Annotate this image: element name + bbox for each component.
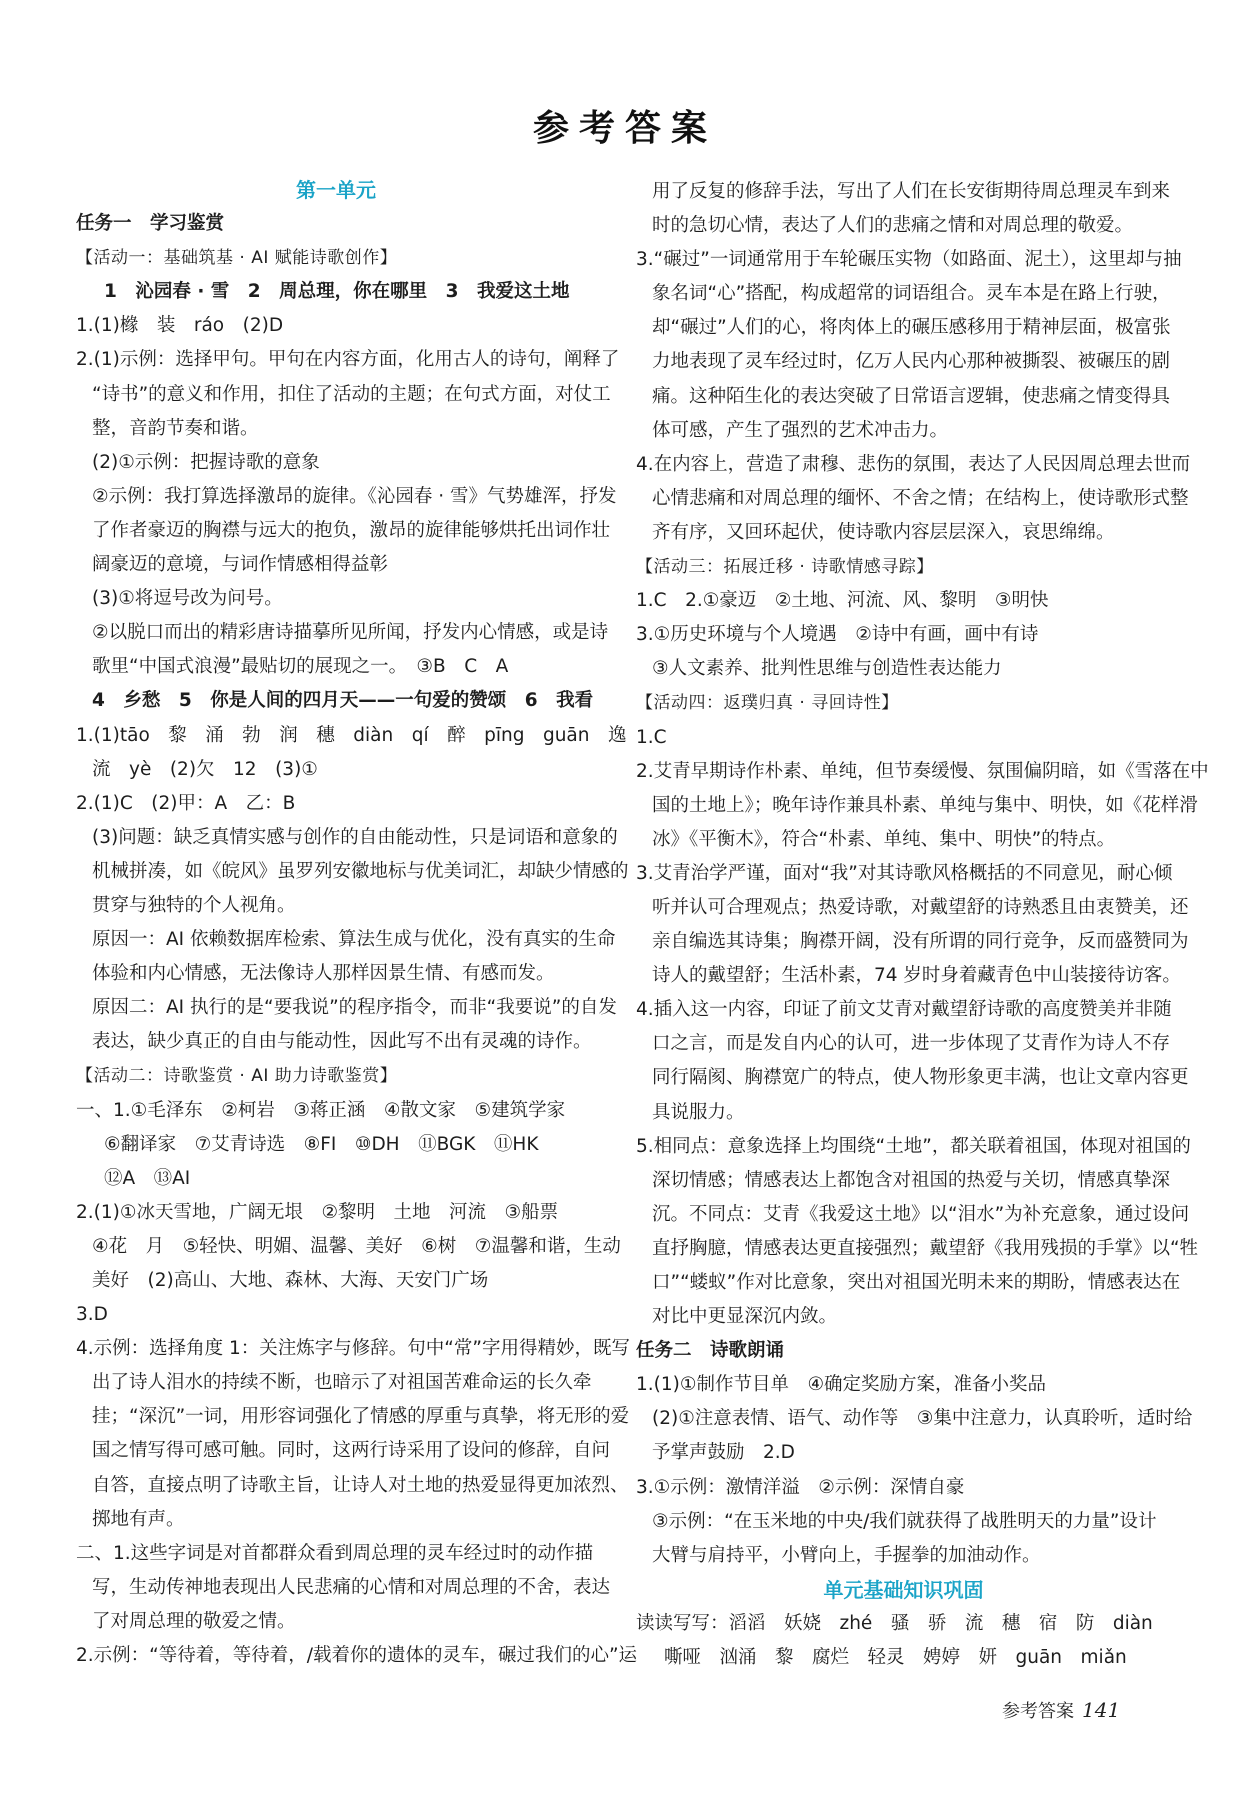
answer-line: 1.(1)①制作节目单 ④确定奖励方案，准备小奖品 <box>636 1374 1047 1396</box>
answer-line: 直抒胸臆，情感表达更直接强烈；戴望舒《我用残损的手掌》以“牲 <box>652 1237 1199 1259</box>
answer-line: 1.C <box>636 726 667 748</box>
answer-line: ⑫A ⑬AI <box>104 1167 191 1189</box>
answer-line: 原因一：AI 依赖数据库检索、算法生成与优化，没有真实的生命 <box>92 929 616 951</box>
page-footer <box>1002 1697 1120 1723</box>
answer-line: 3.①示例：激情洋溢 ②示例：深情自豪 <box>636 1476 965 1498</box>
answer-line: 体验和内心情感，无法像诗人那样因景生情、有感而发。 <box>92 963 555 985</box>
answer-line: ⑥翻译家 ⑦艾青诗选 ⑧FI ⑩DH ⑪BGK ⑪HK <box>104 1133 539 1155</box>
right-column <box>636 175 1209 1675</box>
answer-line: ②示例：我打算选择激昂的旋律。《沁园春 · 雪》气势雄浑，抒发 <box>92 485 617 507</box>
answer-line: 心情悲痛和对周总理的缅怀、不舍之情；在结构上，使诗歌形式整 <box>652 487 1189 509</box>
answer-line: 贯穿与独特的个人视角。 <box>92 894 296 916</box>
answer-line: ②以脱口而出的精彩唐诗描摹所见所闻，抒发内心情感，或是诗 <box>92 622 609 644</box>
answer-line: (3)问题：缺乏真情实感与创作的自由能动性，只是词语和意象的 <box>92 826 618 848</box>
answer-line: 1.(1)tāo 黎 涌 勃 润 穗 diàn qí 醉 pīng guān 逸 <box>76 724 627 746</box>
answer-line: 原因二：AI 执行的是“要我说”的程序指令，而非“我要说”的自发 <box>92 997 617 1019</box>
answer-line: 流 yè (2)欠 12 (3)① <box>92 758 318 780</box>
footer-label: 参考答案 <box>1002 1701 1074 1722</box>
answer-line: 力地表现了灵车经过时，亿万人民内心那种被撕裂、被碾压的剧 <box>652 351 1171 373</box>
answer-line: 4 乡愁 5 你是人间的四月天——一句爱的赞颂 6 我看 <box>92 690 594 712</box>
answer-line: 4.示例：选择角度 1：关注炼字与修辞。句中“常”字用得精妙，既写 <box>76 1338 630 1360</box>
answer-line: 诗人的戴望舒；生活朴素，74 岁时身着藏青色中山装接待访客。 <box>652 965 1181 987</box>
answer-line: 【活动三：拓展迁移 · 诗歌情感寻踪】 <box>636 557 934 578</box>
answer-line: 5.相同点：意象选择上均围绕“土地”，都关联着祖国，体现对祖国的 <box>636 1135 1191 1157</box>
answer-line: (3)①将逗号改为问号。 <box>92 588 283 610</box>
answer-line: 深切情感；情感表达上都饱含对祖国的热爱与关切，情感真挚深 <box>652 1169 1171 1191</box>
answer-line: 大臂与肩持平，小臂向上，手握拳的加油动作。 <box>652 1544 1041 1566</box>
answer-line: 任务二 诗歌朗诵 <box>636 1340 785 1362</box>
answer-line: 2.艾青早期诗作朴素、单纯，但节奏缓慢、氛围偏阴暗，如《雪落在中 <box>636 760 1209 782</box>
answer-line: 了对周总理的敬爱之情。 <box>92 1610 296 1632</box>
answer-line: 出了诗人泪水的持续不断，也暗示了对祖国苦难命运的长久牵 <box>92 1372 592 1394</box>
answer-line: (2)①注意表情、语气、动作等 ③集中注意力，认真聆听，适时给 <box>652 1408 1193 1430</box>
answer-line: 4.插入这一内容，印证了前文艾青对戴望舒诗歌的高度赞美并非随 <box>636 999 1172 1021</box>
answer-line: 机械拼凑，如《皖风》虽罗列安徽地标与优美词汇，却缺少情感的 <box>92 860 629 882</box>
answer-line: 却“碾过”人们的心，将肉体上的碾压感移用于精神层面，极富张 <box>652 317 1171 339</box>
answer-line: 挂；“深沉”一词，用形容词强化了情感的厚重与真挚，将无形的爱 <box>92 1406 630 1428</box>
answer-line: 表达，缺少真正的自由与能动性，因此写不出有灵魂的诗作。 <box>92 1031 592 1053</box>
answer-line: 时的急切心情，表达了人们的悲痛之情和对周总理的敬爱。 <box>652 215 1134 237</box>
answer-line: ③人文素养、批判性思维与创造性表达能力 <box>652 658 1002 680</box>
answer-line: 3.D <box>76 1304 108 1326</box>
answer-line: 3.“碾过”一词通常用于车轮碾压实物（如路面、泥土），这里却与抽 <box>636 249 1182 271</box>
answer-line: 2.示例：“等待着，等待着，/载着你的遗体的灵车，碾过我们的心”运 <box>76 1645 638 1667</box>
answer-line: (2)①示例：把握诗歌的意象 <box>92 451 320 473</box>
answer-line: 阔豪迈的意境，与词作情感相得益彰 <box>92 554 389 576</box>
answer-line: 2.(1)①冰天雪地，广阔无垠 ②黎明 土地 河流 ③船票 <box>76 1201 559 1223</box>
answer-line: 1.C 2.①豪迈 ②土地、河流、风、黎明 ③明快 <box>636 590 1049 612</box>
answer-line: 整，音韵节奏和谐。 <box>92 417 259 439</box>
answer-line: 沉。不同点：艾青《我爱这土地》以“泪水”为补充意象，通过设问 <box>652 1203 1190 1225</box>
answer-line: 对比中更显深沉内敛。 <box>652 1306 838 1328</box>
answer-line: 国的土地上》；晚年诗作兼具朴素、单纯与集中、明快，如《花样滑 <box>652 794 1198 816</box>
answer-line: 掷地有声。 <box>92 1508 185 1530</box>
answer-line: 体可感，产生了强烈的艺术冲击力。 <box>652 419 949 441</box>
answer-line: 一、1.①毛泽东 ②柯岩 ③蒋正涵 ④散文家 ⑤建筑学家 <box>76 1099 566 1121</box>
answer-line: 任务一 学习鉴赏 <box>76 213 225 235</box>
answer-line: 口之言，而是发自内心的认可，进一步体现了艾青作为诗人不存 <box>652 1033 1171 1055</box>
answer-line: 单元基础知识巩固 <box>823 1577 984 1602</box>
answer-line: 口”“蝼蚁”作对比意象，突出对祖国光明未来的期盼，情感表达在 <box>652 1272 1181 1293</box>
answer-line: 1 沁园春 · 雪 2 周总理，你在哪里 3 我爱这土地 <box>104 281 570 303</box>
answer-line: 【活动二：诗歌鉴赏 · AI 助力诗歌鉴赏】 <box>76 1066 398 1087</box>
answer-line: 了作者豪迈的胸襟与远大的抱负，激昂的旋律能够烘托出词作壮 <box>92 519 611 541</box>
answer-line: 【活动四：返璞归真 · 寻回诗性】 <box>636 693 899 714</box>
answer-line: 象名词“心”搭配，构成超常的词语组合。灵车本是在路上行驶， <box>652 283 1171 305</box>
answer-line: 2.(1)示例：选择甲句。甲句在内容方面，化用古人的诗句，阐释了 <box>76 349 620 371</box>
answer-line: 用了反复的修辞手法，写出了人们在长安街期待周总理灵车到来 <box>652 181 1171 202</box>
left-column <box>76 173 638 1673</box>
answer-line: “诗书”的意义和作用，扣住了活动的主题；在句式方面，对仗工 <box>92 383 611 405</box>
answer-line: 4.在内容上，营造了肃穆、悲伤的氛围，表达了人民因周总理去世而 <box>636 453 1191 475</box>
answer-line: 同行隔阂、胸襟宽广的特点，使人物形象更丰满，也让文章内容更 <box>652 1067 1189 1089</box>
answer-line: ③示例：“在玉米地的中央/我们就获得了战胜明天的力量”设计 <box>652 1510 1157 1532</box>
answer-line: 听并认可合理观点；热爱诗歌，对戴望舒的诗熟悉且由衷赞美，还 <box>652 896 1189 918</box>
answer-line: 亲自编选其诗集；胸襟开阔，没有所谓的同行竞争，反而盛赞同为 <box>652 931 1189 953</box>
answer-line: 美好 (2)高山、大地、森林、大海、天安门广场 <box>92 1270 489 1291</box>
answer-line: 冰》《平衡木》，符合“朴素、单纯、集中、明快”的特点。 <box>652 828 1116 850</box>
answer-line: 第一单元 <box>296 178 376 202</box>
answer-line: 予掌声鼓励 2.D <box>652 1442 795 1464</box>
answer-line: 【活动一：基础筑基 · AI 赋能诗歌创作】 <box>76 248 398 269</box>
answer-line: 齐有序，又回环起伏，使诗歌内容层层深入，哀思绵绵。 <box>652 521 1115 543</box>
answer-line: 痛。这种陌生化的表达突破了日常语言逻辑，使悲痛之情变得具 <box>652 385 1171 407</box>
page-title: 参考答案 <box>532 108 717 149</box>
answer-line: 嘶哑 汹涌 黎 腐烂 轻灵 娉婷 妍 guān miǎn <box>664 1647 1127 1669</box>
page-number: 141 <box>1082 1698 1121 1722</box>
answer-line: 2.(1)C (2)甲：A 乙：B <box>76 792 296 814</box>
answer-line: 写，生动传神地表现出人民悲痛的心情和对周总理的不舍，表达 <box>92 1576 611 1598</box>
answer-line: 3.艾青治学严谨，面对“我”对其诗歌风格概括的不同意见，耐心倾 <box>636 862 1173 884</box>
answer-line: 二、1.这些字词是对首都群众看到周总理的灵车经过时的动作描 <box>76 1542 594 1564</box>
answer-line: 歌里“中国式浪漫”最贴切的展现之一。 ③B C A <box>92 656 509 678</box>
answer-line: 具说服力。 <box>652 1101 745 1123</box>
answer-line: 3.①历史环境与个人境遇 ②诗中有画，画中有诗 <box>636 624 1039 646</box>
answer-line: 国之情写得可感可触。同时，这两行诗采用了设问的修辞，自问 <box>92 1440 611 1462</box>
answer-line: 1.(1)橼 装 ráo (2)D <box>76 315 284 337</box>
answer-line: ④花 月 ⑤轻快、明媚、温馨、美好 ⑥树 ⑦温馨和谐，生动 <box>92 1235 621 1257</box>
answer-line: 自答，直接点明了诗歌主旨，让诗人对土地的热爱显得更加浓烈、 <box>92 1474 629 1496</box>
answer-line: 读读写写：滔滔 妖娆 zhé 骚 骄 流 穗 宿 防 diàn <box>636 1612 1153 1634</box>
